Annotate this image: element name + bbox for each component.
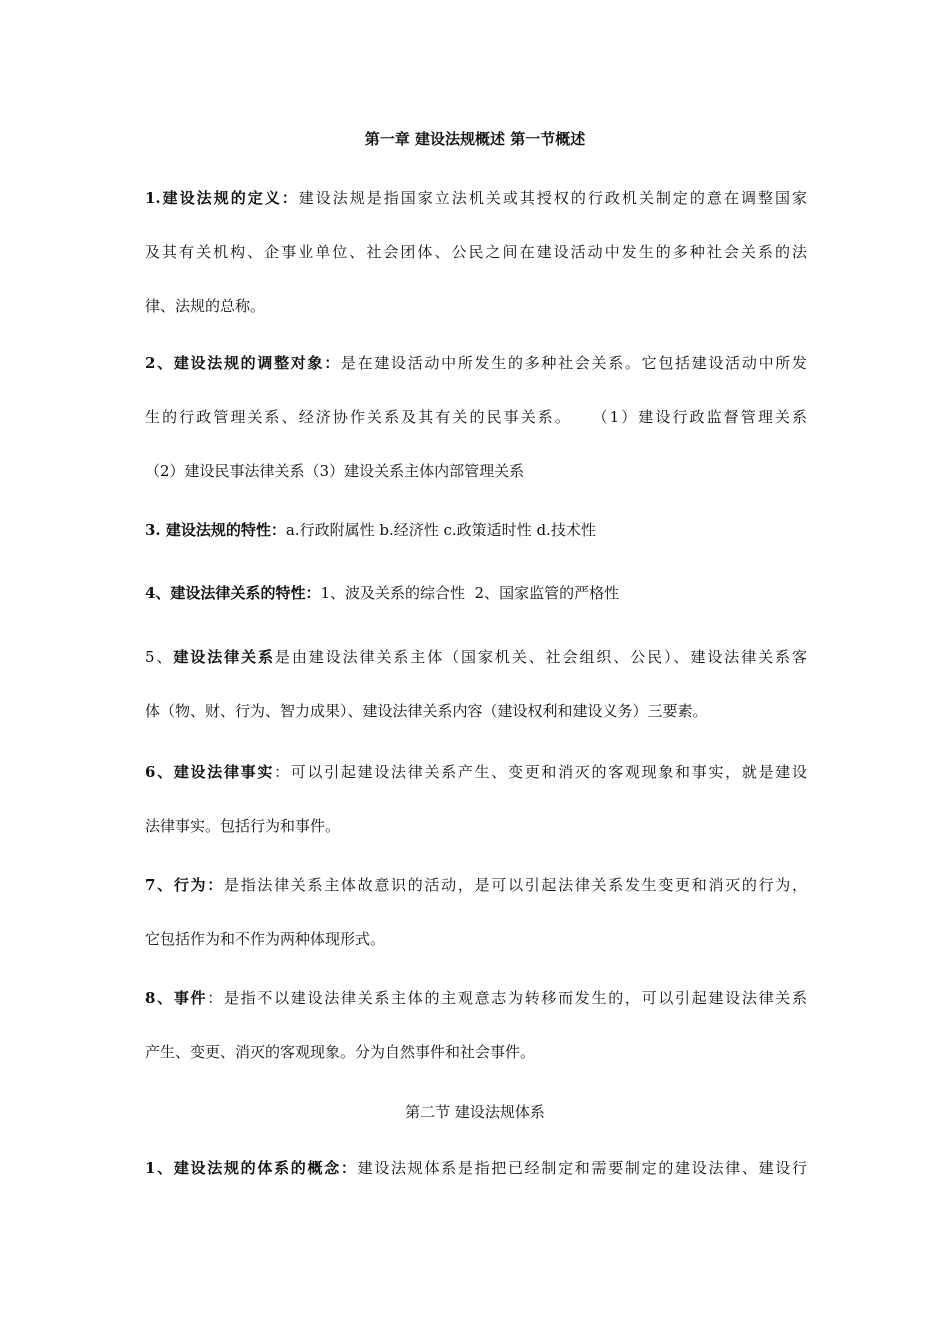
item-5 bbox=[145, 630, 807, 738]
item-1-line-2: 及其有关机构、企事业单位、社会团体、公民之间在建设活动中发生的多种社会关系的法 bbox=[145, 243, 807, 261]
item-8-line-2: 产生、变更、消灭的客观现象。分为自然事件和社会事件。 bbox=[145, 1043, 536, 1061]
item-1-lead: 1.建设法规的定义： bbox=[145, 189, 299, 207]
item-1-line-1: 建设法规是指国家立法机关或其授权的行政机关制定的意在调整国家 bbox=[298, 189, 807, 207]
item-7 bbox=[145, 858, 807, 966]
item-6-lead: 6、建设法律事实 bbox=[145, 763, 275, 781]
item-7-lead: 7、行为： bbox=[145, 876, 224, 894]
item-8 bbox=[145, 971, 807, 1079]
item-4-lead: 4、建设法律关系的特性： bbox=[145, 584, 321, 602]
item-7-line-1: 是指法律关系主体故意识的活动，是可以引起法律关系发生变更和消灭的行为， bbox=[223, 876, 808, 894]
section-2-item-1-lead: 1、建设法规的体系的概念： bbox=[145, 1159, 358, 1177]
item-4-line-1: 1、波及关系的综合性 2、国家监管的严格性 bbox=[320, 584, 620, 602]
section-2-title: 第二节 建设法规体系 bbox=[405, 1103, 545, 1121]
item-8-line-1: ：是指不以建设法律关系主体的主观意志为转移而发生的，可以引起建设法律关系 bbox=[207, 989, 807, 1007]
item-2-lead: 2、建设法规的调整对象： bbox=[145, 354, 341, 372]
item-2 bbox=[145, 336, 807, 498]
item-5-line-2: 体（物、财、行为、智力成果）、建设法律关系内容（建设权利和建设义务）三要素。 bbox=[145, 702, 708, 720]
item-6-line-1: ：可以引起建设法律关系产生、变更和消灭的客观现象和事实，就是建设 bbox=[274, 763, 807, 781]
item-2-line-2: 生的行政管理关系、经济协作关系及其有关的民事关系。 （1）建设行政监督管理关系 bbox=[145, 408, 807, 426]
item-3 bbox=[145, 503, 807, 557]
item-6-line-2: 法律事实。包括行为和事件。 bbox=[145, 817, 341, 835]
item-3-line-1: a.行政附属性 b.经济性 c.政策适时性 d.技术性 bbox=[285, 521, 596, 539]
item-7-line-2: 它包括作为和不作为两种体现形式。 bbox=[145, 930, 386, 948]
section-2-item-1 bbox=[145, 1141, 807, 1195]
item-5-line-1: 是由建设法律关系主体（国家机关、社会组织、公民）、建设法律关系客 bbox=[274, 648, 807, 666]
item-1-line-3: 律、法规的总称。 bbox=[145, 297, 266, 315]
item-1 bbox=[145, 171, 807, 333]
chapter-title: 第一章 建设法规概述 第一节概述 bbox=[364, 130, 586, 148]
item-8-lead: 8、事件 bbox=[145, 989, 208, 1007]
item-5-prefix: 5、 bbox=[145, 648, 174, 666]
item-2-line-1: 是在建设活动中所发生的多种社会关系。它包括建设活动中所发 bbox=[340, 354, 807, 372]
item-2-line-3: （2）建设民事法律关系（3）建设关系主体内部管理关系 bbox=[145, 462, 525, 480]
item-6 bbox=[145, 745, 807, 853]
section-2-item-1-line-1: 建设法规体系是指把已经制定和需要制定的建设法律、建设行 bbox=[357, 1159, 807, 1177]
item-4 bbox=[145, 566, 807, 620]
item-5-lead: 建设法律关系 bbox=[173, 648, 275, 666]
item-3-lead: 3. 建设法规的特性： bbox=[145, 521, 286, 539]
